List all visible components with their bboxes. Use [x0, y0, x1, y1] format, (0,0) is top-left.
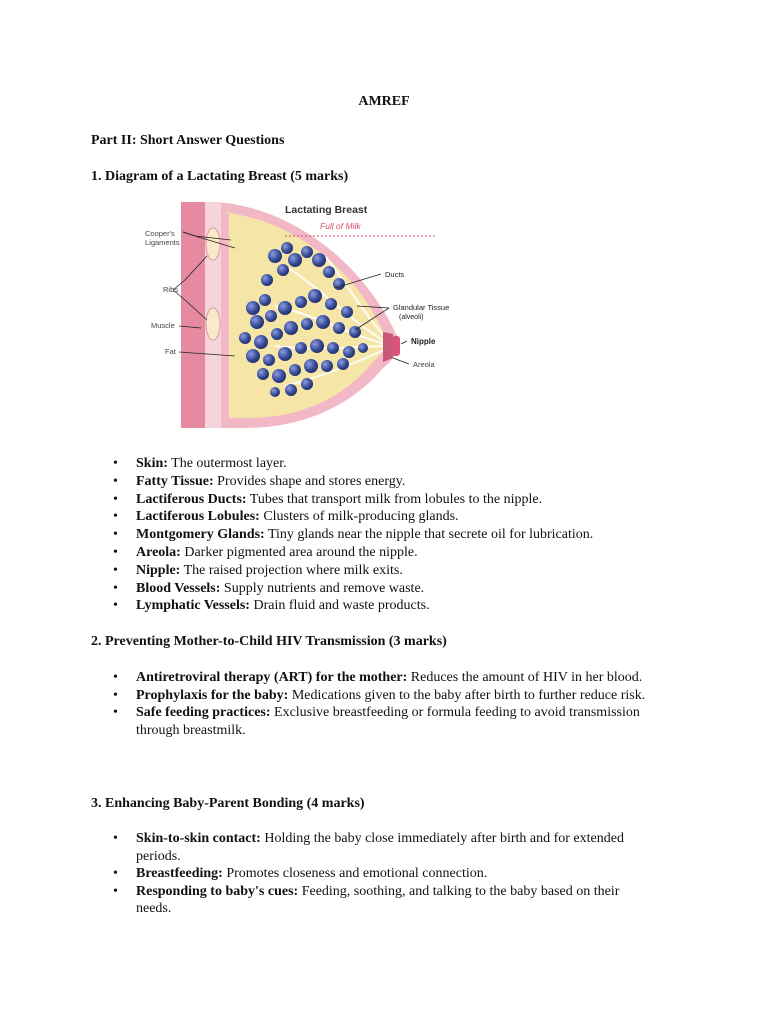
- list-item-term: Skin-to-skin contact:: [136, 831, 261, 846]
- list-item-desc: Clusters of milk-producing glands.: [259, 509, 459, 525]
- list-item-term: Breastfeeding:: [136, 866, 223, 881]
- label-fat: Fat: [165, 347, 176, 356]
- list-item-term: Fatty Tissue:: [136, 473, 214, 489]
- list-item-desc: The outermost layer.: [167, 456, 287, 471]
- list-item: [90, 883, 650, 918]
- list-item-desc: Tubes that transport milk from lobules to the nipple.: [246, 491, 543, 507]
- list-item: [90, 526, 690, 544]
- list-item: [90, 455, 690, 473]
- diagram-svg: [135, 196, 475, 432]
- list-item-desc: Tiny glands near the nipple that secrete oil for lubrication.: [264, 527, 594, 543]
- diagram-subtitle: Full of Milk: [320, 221, 361, 231]
- diagram-title: Lactating Breast: [285, 204, 368, 216]
- list-item-term: Prophylaxis for the baby:: [136, 687, 289, 703]
- label-areola: Areola: [413, 360, 435, 369]
- list-item-term: Responding to baby's cues:: [136, 883, 299, 899]
- rib-1: [206, 228, 220, 260]
- label-coopers: Cooper's: [145, 229, 175, 238]
- label-muscle: Muscle: [151, 321, 175, 330]
- list-item-term: Nipple:: [136, 562, 181, 578]
- list-item-desc: Supply nutrients and remove waste.: [220, 580, 425, 596]
- list-item: [90, 830, 650, 865]
- list-item-term: Montgomery Glands:: [136, 527, 265, 543]
- label-alveoli: (alveoli): [399, 314, 424, 321]
- list-item: [90, 491, 690, 509]
- list-item-desc: The raised projection where milk exits.: [180, 562, 403, 578]
- list-item-desc: Medications given to the baby after birth to further reduce risk.: [288, 687, 646, 703]
- lactating-breast-diagram: [135, 196, 475, 432]
- list-item-term: Skin:: [136, 456, 168, 471]
- label-nipple: Nipple: [411, 337, 436, 346]
- question-1-list: [90, 455, 690, 615]
- list-item-term: Antiretroviral therapy (ART) for the mother:: [136, 670, 408, 685]
- list-item-desc: Darker pigmented area around the nipple.: [180, 544, 418, 560]
- list-item: [90, 562, 690, 580]
- list-item-term: Lactiferous Ducts:: [136, 491, 247, 507]
- list-item-desc: Promotes closeness and emotional connection.: [222, 866, 488, 881]
- label-ribs: Ribs: [163, 285, 179, 294]
- list-item-term: Blood Vessels:: [136, 580, 221, 596]
- rib-2: [206, 308, 220, 340]
- label-ducts: Ducts: [385, 270, 405, 279]
- list-item: [90, 865, 650, 883]
- list-item: [90, 473, 690, 491]
- part-heading: Part II: Short Answer Questions: [91, 133, 285, 148]
- list-item: [90, 508, 690, 526]
- list-item-desc: Holding the baby close immediately after birth and for extended periods.: [136, 831, 624, 864]
- list-item-desc: Provides shape and stores energy.: [213, 473, 406, 489]
- list-item-desc: Reduces the amount of HIV in her blood.: [407, 670, 643, 685]
- list-item-desc: Drain fluid and waste products.: [249, 598, 430, 614]
- list-item-desc: Exclusive breastfeeding or formula feeding to avoid transmission through breastmilk.: [136, 705, 640, 738]
- list-item-desc: Feeding, soothing, and talking to the baby based on their needs.: [136, 883, 620, 916]
- document-title: AMREF: [358, 94, 410, 109]
- label-glandular-tissue: Glandular Tissue: [393, 303, 450, 312]
- list-item-term: Areola:: [136, 544, 181, 560]
- list-item-term: Lactiferous Lobules:: [136, 509, 260, 525]
- list-item: [90, 687, 650, 705]
- list-item: [90, 580, 690, 598]
- label-ligaments: Ligaments: [145, 238, 180, 247]
- nipple-shape: [392, 336, 400, 356]
- question-1-heading: 1. Diagram of a Lactating Breast (5 marks): [91, 169, 349, 184]
- list-item: [90, 704, 650, 739]
- list-item: [90, 597, 690, 615]
- areola-shape: [383, 332, 393, 362]
- list-item: [90, 544, 690, 562]
- question-3-heading: 3. Enhancing Baby-Parent Bonding (4 marks): [91, 796, 365, 811]
- question-2-list: [90, 669, 650, 739]
- list-item-term: Lymphatic Vessels:: [136, 598, 250, 614]
- question-3-list: [90, 830, 650, 918]
- question-2-heading: 2. Preventing Mother-to-Child HIV Transmission (3 marks): [91, 634, 447, 649]
- list-item-term: Safe feeding practices:: [136, 705, 271, 720]
- list-item: [90, 669, 650, 687]
